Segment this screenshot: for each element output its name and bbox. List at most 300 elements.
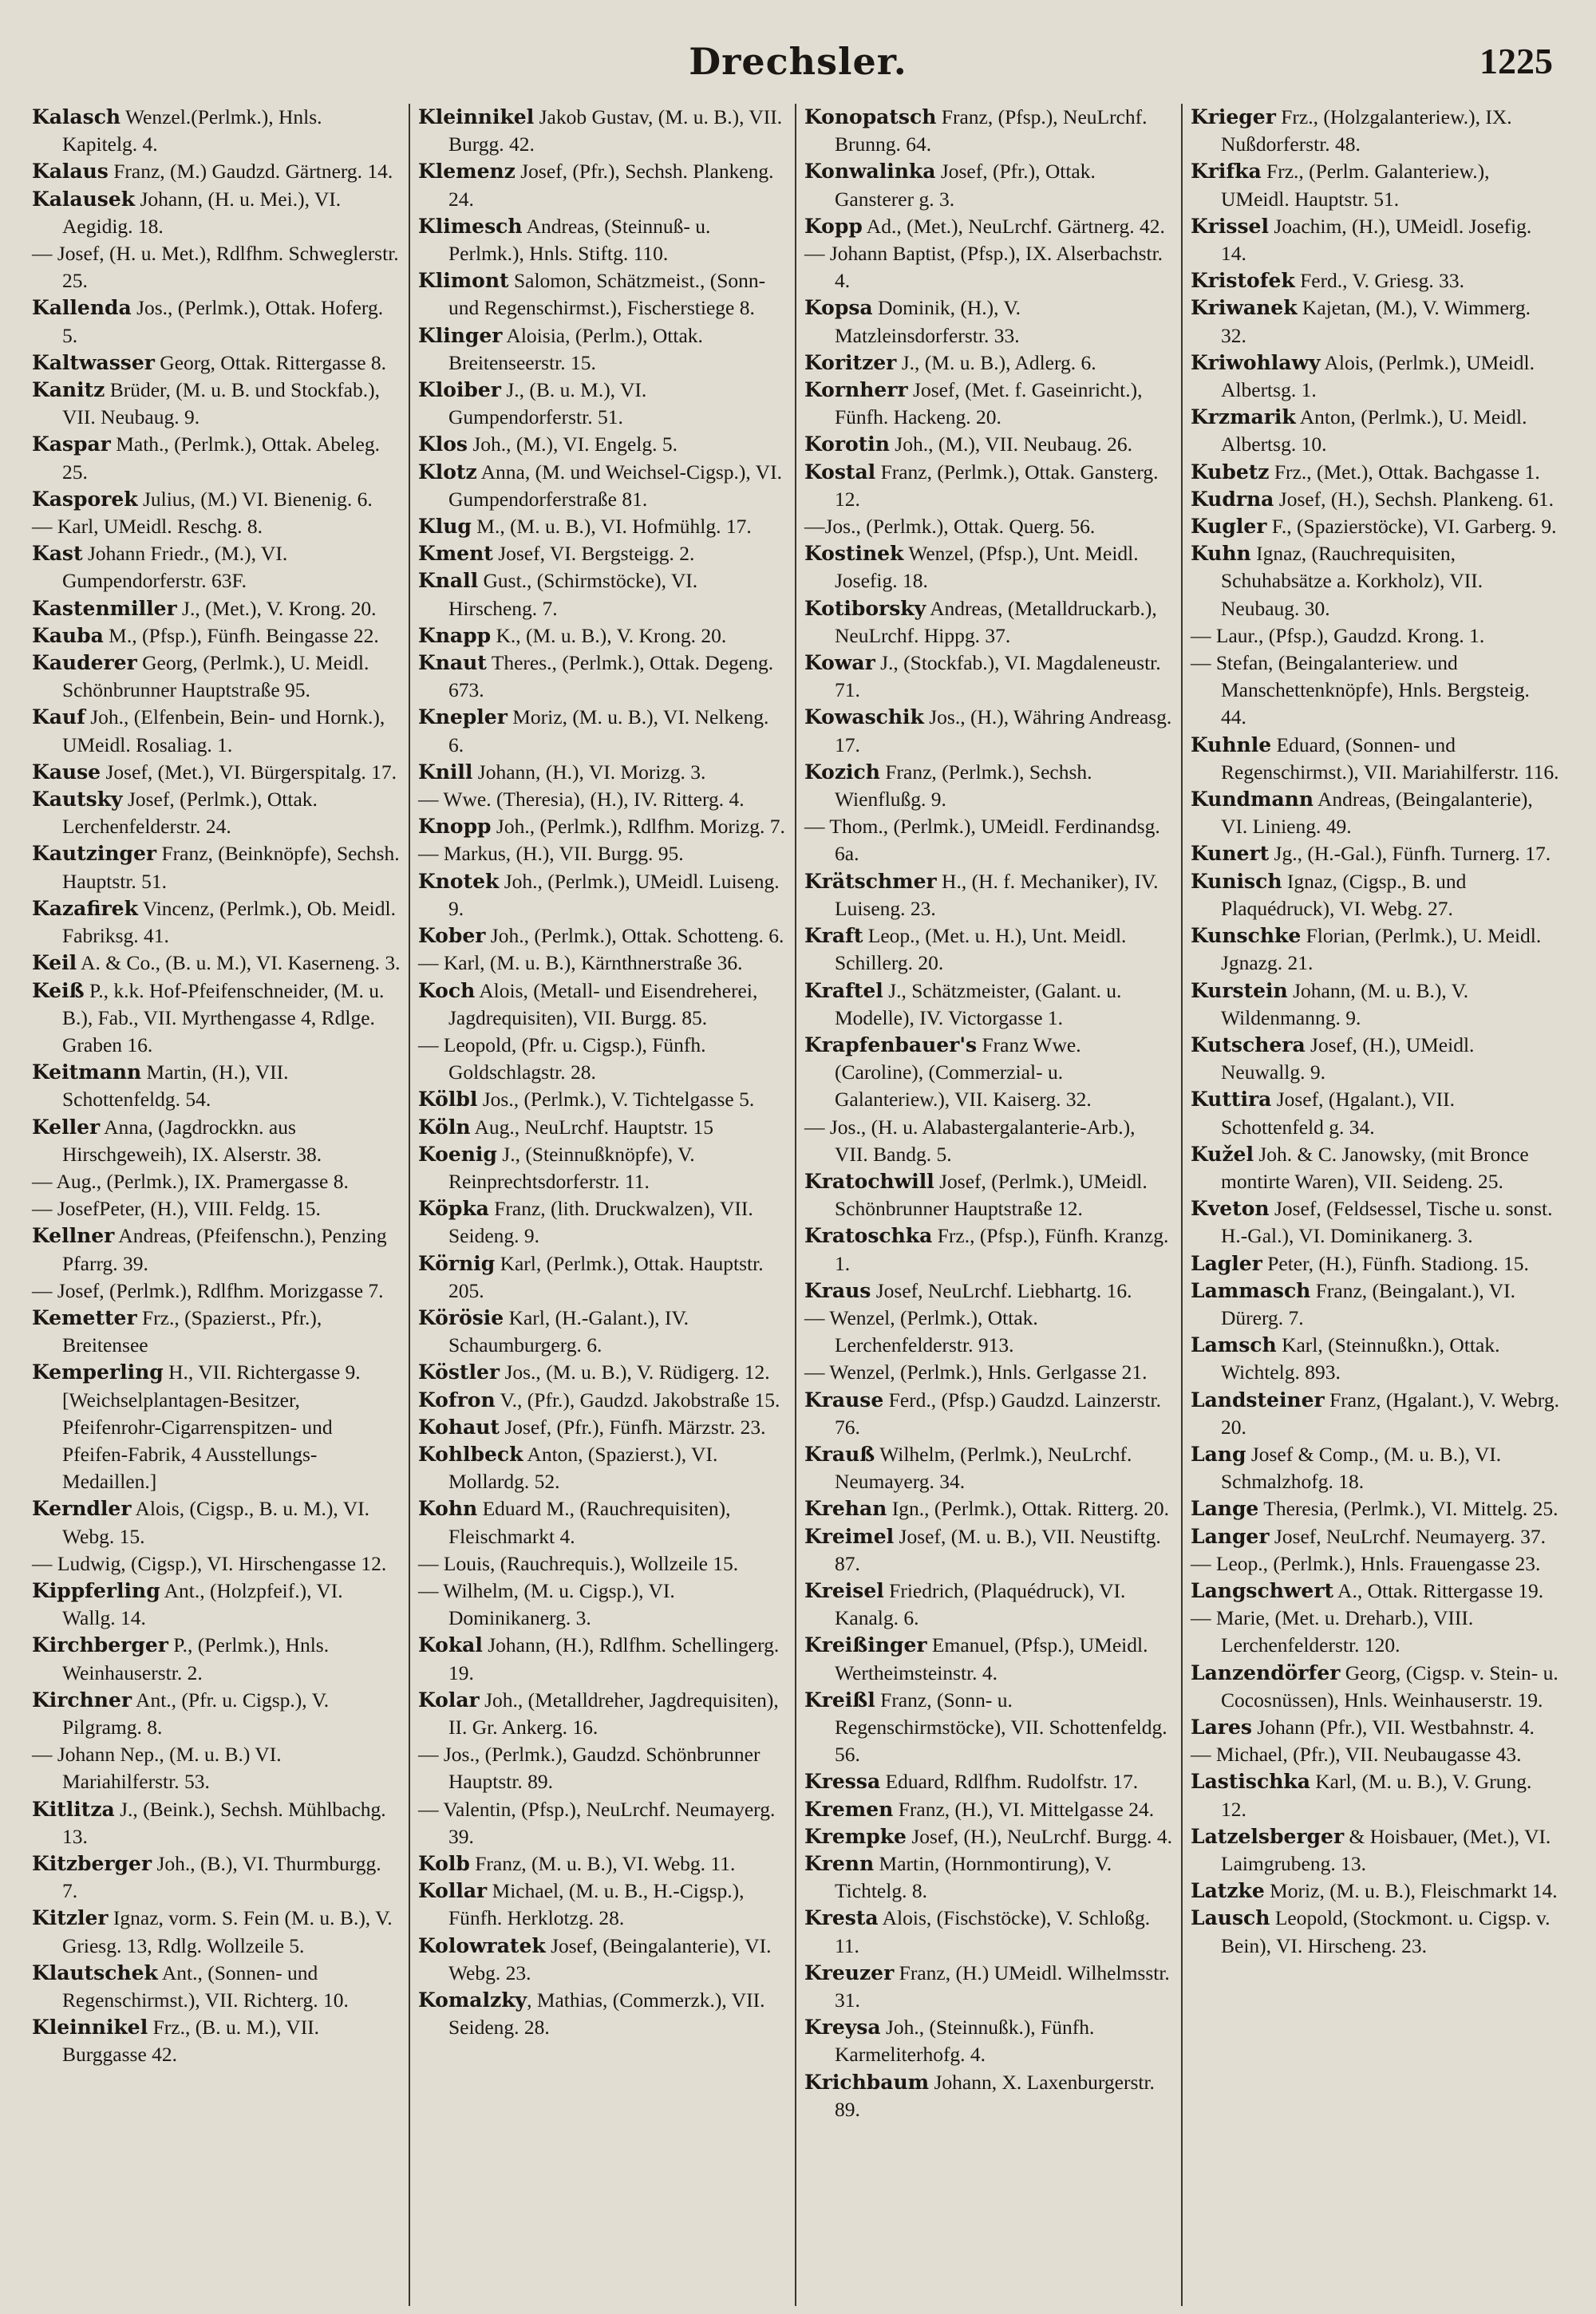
entry-details: Josef, (Pfr.), Ottak. Gansterer g. 3. [835,160,1096,211]
directory-entry [1191,1332,1559,1386]
entry-name: Kemetter [32,1305,137,1329]
entry-details: Math., (Perlmk.), Ottak. Abeleg. 25. [62,432,380,484]
directory-entry [1191,1905,1559,1959]
entry-details: — Markus, (H.), VII. Burgg. 95. [418,842,684,866]
directory-entry [1191,486,1559,513]
directory-entry [418,1114,787,1141]
entry-details: Jakob Gustav, (M. u. B.), VII. Burgg. 42. [448,105,783,156]
entry-details: A. & Co., (B. u. M.), VI. Kaserneng. 3. [77,951,401,975]
entry-name: Krzmarik [1191,405,1296,429]
entry-name: Krifka [1191,160,1262,184]
entry-details: Ant., (Pfr. u. Cigsp.), V. Pilgramg. 8. [62,1688,330,1739]
entry-name: Körnig [418,1251,496,1275]
directory-entry [418,650,787,704]
entry-name: Krissel [1191,214,1269,238]
entry-details: Martin, (H.), VII. Schottenfeldg. 54. [62,1060,289,1112]
entry-details: — Michael, (Pfr.), VII. Neubaugasse 43. [1191,1743,1522,1767]
entry-details: — Josef, (Perlmk.), Rdlfhm. Morizgasse 7. [32,1278,384,1302]
entry-details: — Aug., (Perlmk.), IX. Pramergasse 8. [32,1169,349,1193]
directory-entry [418,950,787,977]
directory-entry [418,377,787,431]
directory-entry [418,786,787,813]
entry-details: Franz, (Hgalant.), V. Webrg. 20. [1221,1388,1559,1439]
entry-name: Krehan [804,1497,887,1521]
entry-details: Josef, NeuLrchf. Liebhartg. 16. [871,1278,1132,1302]
entry-details: J., (Stockfab.), VI. Magdaleneustr. 71. [835,651,1161,702]
directory-entry [418,1495,787,1550]
entry-details: F., (Spazierstöcke), VI. Garberg. 9. [1266,515,1557,539]
directory-entry [418,104,787,158]
directory-entry [1191,732,1559,786]
directory-entry [418,868,787,922]
entry-details: Wenzel, (Pfsp.), Unt. Meidl. Josefig. 18. [835,542,1139,593]
entry-details: Josef & Comp., (M. u. B.), VI. Schmalzhofg. 18. [1221,1442,1502,1494]
directory-entry [1191,1086,1559,1140]
directory-entry [804,595,1173,650]
entry-name: Kollar [418,1879,488,1903]
entry-details: — Leopold, (Pfr. u. Cigsp.), Fünfh. Goldschlagstr. 28. [418,1033,706,1084]
directory-entry [32,1114,401,1168]
entry-details: Andreas, (Metalldruckarb.), NeuLrchf. Hippg. 37. [835,596,1157,647]
entry-details: Josef, (Met. f. Gaseinricht.), Fünfh. Hackeng. 20. [835,378,1143,429]
entry-details: H., VII. Richtergasse 9. [Weichselplantagen-Besitzer, Pfeifenrohr-Cigarrenspitzen- und Pfeifen-Fabrik, 4 Ausstellungs-Medaillen.] [62,1360,361,1494]
directory-entry [32,349,401,377]
directory-entry [418,1632,787,1686]
directory-entry [804,977,1173,1032]
entry-name: Komalzky [418,1988,527,2012]
entry-details: Josef, (H.), UMeidl. Neuwallg. 9. [1221,1033,1475,1084]
entry-name: Kaspar [32,432,111,456]
entry-name: Keil [32,951,77,975]
directory-entry [804,349,1173,377]
directory-entry [1191,650,1559,732]
entry-name: Kužel [1191,1142,1254,1166]
entry-details: Josef, (Beingalanterie), VI. Webg. 23. [448,1933,772,1984]
directory-entry [1191,1660,1559,1714]
directory-entry [32,158,401,185]
directory-entry [418,704,787,758]
directory-entry [1191,1195,1559,1250]
directory-entry [418,158,787,212]
directory-entry [418,513,787,540]
directory-entry [1191,513,1559,540]
entry-details: Josef, (H.), NeuLrchf. Burgg. 4. [906,1824,1173,1848]
directory-entry [418,1550,787,1578]
entry-name: Lamsch [1191,1333,1277,1357]
directory-entry [418,540,787,567]
entry-details: H., (H. f. Mechaniker), IV. Luiseng. 23. [835,869,1159,920]
entry-details: P., (Perlmk.), Hnls. Weinhauserstr. 2. [62,1633,330,1684]
entry-details: Martin, (Hornmontirung), V. Tichtelg. 8. [835,1852,1112,1903]
entry-details: Emanuel, (Pfsp.), UMeidl. Wertheimsteinstr. 4. [835,1633,1148,1684]
entry-details: Johann Friedr., (M.), VI. Gumpendorferstr. 63F. [62,542,288,593]
directory-entry [1191,922,1559,977]
entry-details: V., (Pfr.), Gaudzd. Jakobstraße 15. [495,1388,780,1412]
entry-name: Krempke [804,1824,907,1848]
entry-name: Klautschek [32,1961,158,1984]
directory-entry [1191,840,1559,867]
entry-details: Alois, (Fischstöcke), V. Schloßg. 11. [835,1906,1151,1957]
entry-details: Wilhelm, (Perlmk.), NeuLrchf. Neumayerg. 34. [835,1442,1132,1494]
directory-entry [418,977,787,1032]
directory-entry [1191,977,1559,1032]
directory-entry [804,540,1173,594]
directory-entry [804,1850,1173,1905]
entry-name: Kause [32,760,101,784]
entry-details: Wenzel.(Perlmk.), Hnls. Kapitelg. 4. [62,105,322,156]
directory-entry [1191,1495,1559,1522]
entry-name: Köstler [418,1360,500,1384]
entry-details: Josef, (H.), Sechsh. Plankeng. 61. [1274,487,1554,511]
entry-details: — Wenzel, (Perlmk.), Ottak. Lerchenfelderstr. 913. [804,1305,1038,1357]
directory-entry [418,1687,787,1741]
entry-name: Kowaschik [804,705,924,729]
entry-name: Lange [1191,1497,1259,1521]
entry-name: Kubetz [1191,460,1270,484]
entry-details: Theres., (Perlmk.), Ottak. Degeng. 673. [448,651,774,702]
entry-name: Kober [418,924,486,948]
entry-name: Kalausek [32,187,136,211]
entry-name: Koritzer [804,350,897,374]
entry-details: Salomon, Schätzmeist., (Sonn- und Regenschirmst.), Fischerstiege 8. [448,269,766,320]
entry-details: Friedrich, (Plaquédruck), VI. Kanalg. 6. [835,1578,1126,1630]
entry-details: — Leop., (Perlmk.), Hnls. Frauengasse 23. [1191,1551,1541,1575]
directory-entry [418,1933,787,1987]
directory-entry [32,1687,401,1741]
entry-details: Josef, (Perlmk.), Ottak. Lerchenfelderstr. 24. [62,788,318,839]
directory-entry [418,267,787,322]
entry-name: Krieger [1191,105,1276,128]
directory-entry [418,567,787,622]
entry-name: Lastischka [1191,1770,1310,1794]
entry-details: Georg, (Perlmk.), U. Meidl. Schönbrunner Hauptstraße 95. [62,651,369,702]
entry-name: Kuttira [1191,1088,1272,1112]
page-header [29,29,1567,99]
directory-entry [418,1850,787,1878]
directory-entry [1191,622,1559,650]
entry-details: J., Schätzmeister, (Galant. u. Modelle), IV. Victorgasse 1. [835,978,1122,1029]
directory-entry [1191,1768,1559,1822]
entry-details: M., (M. u. B.), VI. Hofmühlg. 17. [471,515,752,539]
directory-entry [32,1960,401,2014]
entry-details: — Wilhelm, (M. u. Cigsp.), VI. Dominikanerg. 3. [418,1578,675,1630]
entry-details: Frz., (B. u. M.), VII. Burggasse 42. [62,2016,320,2067]
directory-entry [1191,104,1559,158]
entry-name: Lanzendörfer [1191,1660,1341,1684]
entry-name: Kresta [804,1906,879,1930]
directory-entry [32,186,401,240]
entry-details: Ign., (Perlmk.), Ottak. Ritterg. 20. [887,1497,1170,1521]
entry-details: Franz, (Beingalant.), VI. Dürerg. 7. [1221,1278,1515,1329]
entry-name: Kratoschka [804,1224,933,1248]
entry-details: Ferd., V. Griesg. 33. [1294,269,1464,293]
entry-details: Aug., NeuLrchf. Hauptstr. 15 [470,1115,714,1139]
directory-entry [1191,1741,1559,1768]
entry-details: — Stefan, (Beingalanteriew. und Manschettenknöpfe), Hnls. Bergsteig. 44. [1191,651,1530,729]
page-number: 1225 [1479,41,1553,81]
entry-name: Kristofek [1191,269,1295,293]
directory-entry [32,1796,401,1850]
directory-entry [1191,1823,1559,1878]
entry-details: Ignaz, (Rauchrequisiten, Schuhabsätze a. Korkholz), VII. Neubaug. 30. [1221,542,1483,620]
entry-details: Leopold, (Stockmont. u. Cigsp. v. Bein), VI. Hirscheng. 23. [1221,1906,1551,1957]
directory-entry [804,650,1173,704]
entry-details: J., (Steinnußknöpfe), V. Reinprechtsdorferstr. 11. [448,1142,695,1193]
directory-entry [418,1741,787,1795]
directory-entry [804,1578,1173,1632]
entry-details: Franz, (M. u. B.), VI. Webg. 11. [469,1852,736,1875]
entry-name: Kratochwill [804,1169,934,1193]
entry-details: J., (Met.), V. Krong. 20. [176,596,377,620]
entry-details: Ferd., (Pfsp.) Gaudzd. Lainzerstr. 76. [835,1388,1161,1439]
entry-details: Frz., (Holzgalanteriew.), IX. Nußdorferstr. 48. [1221,105,1512,156]
directory-entry [1191,1578,1559,1605]
entry-details: — Johann Nep., (M. u. B.) VI. Mariahilferstr. 53. [32,1743,282,1794]
entry-details: Josef, (M. u. B.), VII. Neustiftg. 87. [835,1524,1161,1575]
entry-name: Kutschera [1191,1033,1306,1056]
directory-entry [804,1305,1173,1359]
entry-name: Kirchner [32,1688,132,1712]
directory-entry [418,1578,787,1632]
entry-name: Kohn [418,1497,478,1521]
directory-entry [1191,1878,1559,1905]
entry-name: Kanitz [32,378,105,402]
entry-details: Jg., (H.-Gal.), Fünfh. Turnerg. 17. [1269,842,1551,866]
entry-name: Kirchberger [32,1633,168,1657]
directory-entry [804,1823,1173,1850]
entry-name: Kostal [804,460,876,484]
entry-details: —Jos., (Perlmk.), Ottak. Querg. 56. [804,515,1096,539]
directory-entry [418,1086,787,1113]
entry-name: Kremen [804,1797,894,1821]
entry-name: Lammasch [1191,1278,1311,1302]
entry-name: Krauß [804,1442,875,1466]
entry-details: — Jos., (Perlmk.), Gaudzd. Schönbrunner Hauptstr. 89. [418,1743,760,1794]
entry-details: Karl, (Steinnußkn.), Ottak. Wichtelg. 893. [1221,1333,1500,1384]
entry-details: Franz, (M.) Gaudzd. Gärtnerg. 14. [108,160,393,184]
directory-entry [32,704,401,758]
entry-name: Kveton [1191,1197,1270,1221]
entry-details: Franz, (Sonn- u. Regenschirmstöcke), VII. Schottenfeldg. 56. [835,1688,1167,1767]
directory-entry [32,786,401,840]
entry-details: Johann, X. Laxenburgerstr. 89. [835,2070,1155,2121]
directory-entry [1191,404,1559,458]
directory-entry [32,1495,401,1550]
entry-name: Kunert [1191,842,1270,866]
entry-name: Kment [418,542,493,566]
directory-entry [418,1032,787,1086]
entry-name: Keiß [32,978,85,1002]
entry-name: Körösie [418,1305,504,1329]
directory-entry [804,431,1173,458]
entry-name: Kastenmiller [32,596,177,620]
entry-details: Franz Wwe. (Caroline), (Commerzial- u. Galanteriew.), VII. Kaiserg. 32. [835,1033,1092,1112]
entry-details: Brüder, (M. u. B. und Stockfab.), VII. Neubaug. 9. [62,378,380,429]
entry-name: Kaltwasser [32,350,155,374]
entry-name: Knopp [418,815,492,839]
entry-details: Eduard M., (Rauchrequisiten), Fleischmarkt 4. [448,1497,731,1548]
directory-entry [1191,459,1559,486]
directory-entry [804,1905,1173,1959]
entry-name: Kolar [418,1688,480,1712]
entry-name: Kippferling [32,1578,160,1602]
directory-entry [804,1387,1173,1441]
entry-name: Knaut [418,651,487,675]
directory-entry [418,1987,787,2041]
entry-name: Krichbaum [804,2070,930,2094]
directory-entry [804,1960,1173,2014]
directory-entry [32,840,401,894]
entry-name: Langer [1191,1524,1270,1548]
columns [29,104,1567,2306]
entry-details: , Mathias, (Commerzk.), VII. Seideng. 28. [448,1988,765,2040]
entry-name: Kokal [418,1633,483,1657]
entry-details: Josef, NeuLrchf. Neumayerg. 37. [1269,1524,1547,1548]
entry-name: Kauba [32,623,104,647]
entry-name: Kautzinger [32,842,157,866]
entry-name: Kurstein [1191,978,1288,1002]
entry-details: — Karl, (M. u. B.), Kärnthnerstraße 36. [418,951,743,975]
directory-entry [418,922,787,950]
directory-entry [32,1277,401,1305]
directory-entry [804,104,1173,158]
directory-entry [804,704,1173,758]
directory-entry [804,1441,1173,1495]
directory-entry [804,377,1173,431]
directory-entry [804,813,1173,867]
directory-entry [418,1414,787,1441]
directory-entry [418,1195,787,1250]
directory-entry [804,1032,1173,1114]
directory-entry [32,513,401,540]
directory-entry [32,1550,401,1578]
entry-name: Kauf [32,705,85,729]
entry-name: Koch [418,978,476,1002]
directory-entry [418,1878,787,1932]
directory-entry [32,595,401,622]
entry-name: Kreißl [804,1688,875,1712]
entry-details: Joh., (M.), VII. Neubaug. 26. [889,432,1132,456]
directory-entry [1191,267,1559,294]
directory-entry [32,1305,401,1359]
entry-name: Kriwohlawy [1191,350,1321,374]
entry-details: Ad., (Met.), NeuLrchf. Gärtnerg. 42. [862,214,1165,238]
entry-name: Kleinnikel [418,105,535,128]
entry-details: A., Ottak. Rittergasse 19. [1333,1578,1544,1602]
entry-details: Georg, Ottak. Rittergasse 8. [154,350,387,374]
entry-details: Johann (Pfr.), VII. Westbahnstr. 4. [1251,1715,1535,1739]
entry-name: Kleinnikel [32,2016,148,2040]
directory-entry [32,895,401,950]
directory-entry [1191,213,1559,267]
entry-details: Florian, (Perlmk.), U. Meidl. Jgnazg. 21. [1221,924,1542,975]
entry-name: Knall [418,569,479,593]
entry-name: Kautsky [32,788,123,811]
entry-details: Georg, (Cigsp. v. Stein- u. Cocosnüssen), Hnls. Weinhauserstr. 19. [1221,1660,1558,1712]
directory-entry [1191,1141,1559,1195]
entry-name: Klimont [418,269,509,293]
directory-entry [418,459,787,513]
directory-entry [418,1250,787,1305]
entry-details: Anton, (Perlmk.), U. Meidl. Albertsg. 10. [1221,405,1527,456]
directory-entry [804,922,1173,977]
entry-details: Ignaz, (Cigsp., B. und Plaquédruck), VI. Webg. 27. [1221,869,1467,920]
entry-details: Anna, (M. und Weichsel-Cigsp.), VI. Gumpendorferstraße 81. [448,460,782,511]
entry-name: Kundmann [1191,788,1314,811]
entry-name: Kauderer [32,651,137,675]
entry-details: — Louis, (Rauchrequis.), Wollzeile 15. [418,1551,739,1575]
entry-name: Klemenz [418,160,516,184]
entry-details: Julius, (M.) VI. Bienenig. 6. [137,487,373,511]
directory-entry [32,104,401,158]
entry-name: Klos [418,432,468,456]
directory-entry [1191,868,1559,922]
entry-details: Peter, (H.), Fünfh. Stadiong. 15. [1262,1251,1529,1275]
directory-entry [804,1523,1173,1578]
entry-name: Kraft [804,924,863,948]
entry-details: — Valentin, (Pfsp.), NeuLrchf. Neumayerg. 39. [418,1797,776,1848]
entry-details: — Thom., (Perlmk.), UMeidl. Ferdinandsg. 6a. [804,815,1160,866]
directory-entry [1191,1387,1559,1441]
directory-entry [804,2014,1173,2068]
entry-details: Andreas, (Steinnuß- u. Perlmk.), Hnls. Stiftg. 110. [448,214,711,266]
entry-details: Eduard, (Sonnen- und Regenschirmst.), VII. Mariahilferstr. 116. [1221,733,1559,784]
entry-details: Joh., (Perlmk.), Ottak. Schotteng. 6. [485,924,784,948]
entry-details: J., (M. u. B.), Adlerg. 6. [896,350,1096,374]
entry-name: Knill [418,760,473,784]
entry-name: Kornherr [804,378,908,402]
column-3 [795,104,1181,2306]
directory-entry [32,650,401,704]
entry-details: Joachim, (H.), UMeidl. Josefig. 14. [1221,214,1532,266]
entry-details: Franz, (Beinknöpfe), Sechsh. Hauptstr. 51. [62,842,400,893]
directory-entry [804,1222,1173,1277]
directory-entry [418,1305,787,1359]
entry-details: Josef, (Hgalant.), VII. Schottenfeld g. 34. [1221,1088,1456,1139]
directory-entry [418,1359,787,1386]
entry-details: P., k.k. Hof-Pfeifenschneider, (M. u. B.), Fab., VII. Myrthengasse 4, Rdlge. Graben 16. [62,978,385,1056]
entry-name: Kolowratek [418,1933,546,1957]
directory-entry [32,1222,401,1277]
directory-entry [1191,1523,1559,1550]
entry-details: Josef, (Met.), VI. Bürgerspitalg. 17. [101,760,397,784]
entry-details: Jos., (Perlmk.), Ottak. Hoferg. 5. [62,296,384,347]
directory-entry [32,294,401,349]
entry-name: Lagler [1191,1251,1262,1275]
entry-name: Kreuzer [804,1961,895,1984]
directory-entry [32,759,401,786]
entry-name: Krapfenbauer's [804,1033,978,1056]
directory-entry [1191,1714,1559,1741]
entry-name: Latzke [1191,1879,1265,1903]
entry-name: Korotin [804,432,890,456]
directory-entry [32,1578,401,1632]
directory-entry [1191,1277,1559,1332]
entry-details: Alois, (Perlmk.), UMeidl. Albertsg. 1. [1221,350,1535,402]
entry-name: Köln [418,1115,471,1139]
directory-entry [804,759,1173,813]
entry-details: — Josef, (H. u. Met.), Rdlfhm. Schweglerstr. 25. [32,242,399,293]
entry-details: Moriz, (M. u. B.), Fleischmarkt 14. [1264,1879,1558,1903]
column-1 [29,104,409,2306]
entry-name: Kraus [804,1278,871,1302]
entry-name: Kriwanek [1191,296,1298,320]
directory-entry [418,322,787,377]
entry-details: Johann, (H.), VI. Morizg. 3. [472,760,706,784]
entry-details: Frz., (Perlm. Galanteriew.), UMeidl. Hauptstr. 51. [1221,160,1490,211]
entry-details: — Wwe. (Theresia), (H.), IV. Ritterg. 4. [418,788,745,811]
directory-entry [804,459,1173,513]
